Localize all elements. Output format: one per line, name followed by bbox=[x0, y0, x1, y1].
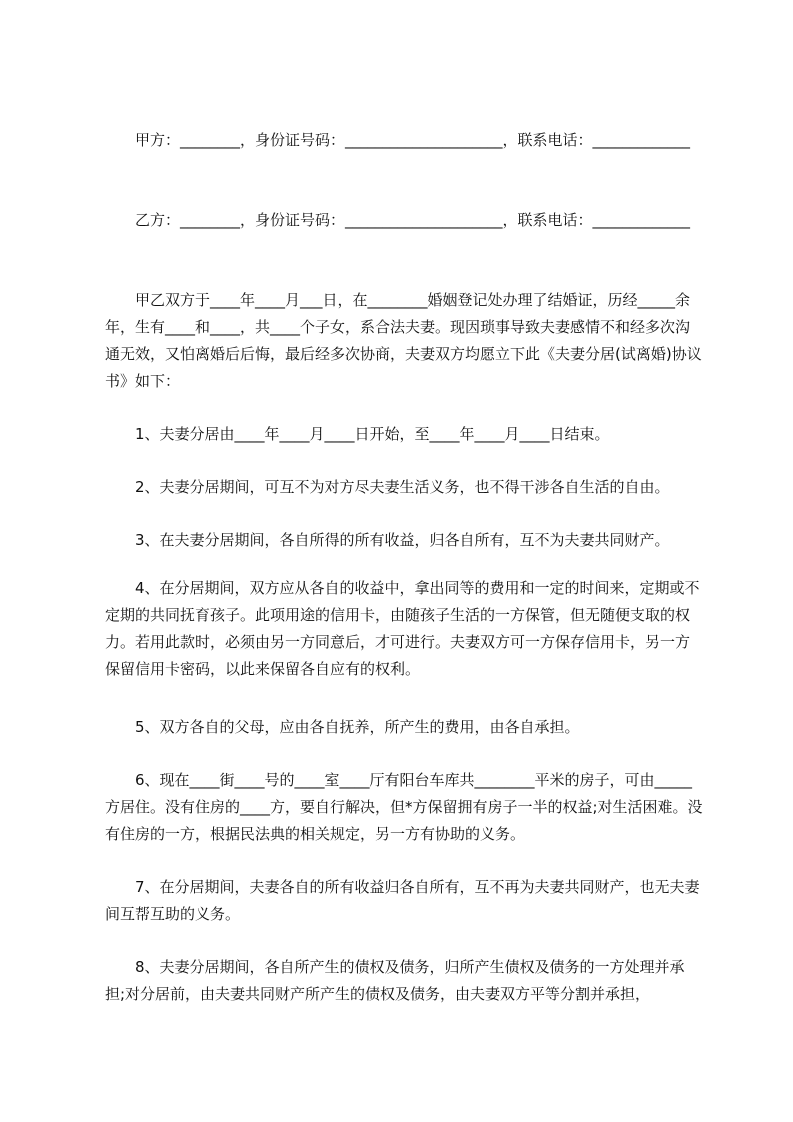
intro-paragraph: 甲乙双方于____年____月___日，在________婚姻登记处办理了结婚证，历经_____余年，生有____和____，共____个子女，系合法夫妻。现因琐事导致夫妻感情不和经多次沟通无效，又怕离婚后后悔，最后经多次协商，夫妻双方均愿立下此《夫妻分居(试离婚)协议书》如下： bbox=[105, 291, 702, 390]
clause-7: 7、在分居期间，夫妻各自的所有收益归各自所有，互不再为夫妻共同财产，也无夫妻间互帮互助的义务。 bbox=[105, 878, 700, 923]
clause-1: 1、夫妻分居由____年____月____日开始，至____年____月____日结束。 bbox=[105, 425, 610, 443]
clause-3: 3、在夫妻分居期间，各自所得的所有收益，归各自所有，互不为夫妻共同财产。 bbox=[105, 531, 670, 549]
clause-2: 2、夫妻分居期间，可互不为对方尽夫妻生活义务，也不得干涉各自生活的自由。 bbox=[105, 478, 670, 496]
clause-5: 5、双方各自的父母，应由各自抚养，所产生的费用，由各自承担。 bbox=[105, 718, 580, 736]
party-a-line: 甲方：________，身份证号码：_____________________，联系电话：_____________ bbox=[105, 131, 691, 149]
clause-4: 4、在分居期间，双方应从各自的收益中，拿出同等的费用和一定的时间来，定期或不定期的共同抚育孩子。此项用途的信用卡，由随孩子生活的一方保管，但无随便支取的权力。若用此款时，必须由另一方同意后，才可进行。夫妻双方可一方保存信用卡，另一方保留信用卡密码，以此来保留各自应有的权利。 bbox=[105, 579, 700, 678]
clause-6: 6、现在____街____号的____室____厅有阳台车库共________平米的房子，可由_____方居住。没有住房的____方，要自行解决，但*方保留拥有房子一半的权益;对生活困难。没有住房的一方，根据民法典的相关规定，另一方有协助的义务。 bbox=[105, 771, 703, 843]
clause-8: 8、夫妻分居期间，各自所产生的债权及债务，归所产生债权及债务的一方处理并承担;对分居前，由夫妻共同财产所产生的债权及债务，由夫妻双方平等分割并承担， bbox=[105, 958, 685, 1003]
party-b-line: 乙方：________，身份证号码：_____________________，联系电话：_____________ bbox=[105, 211, 691, 229]
